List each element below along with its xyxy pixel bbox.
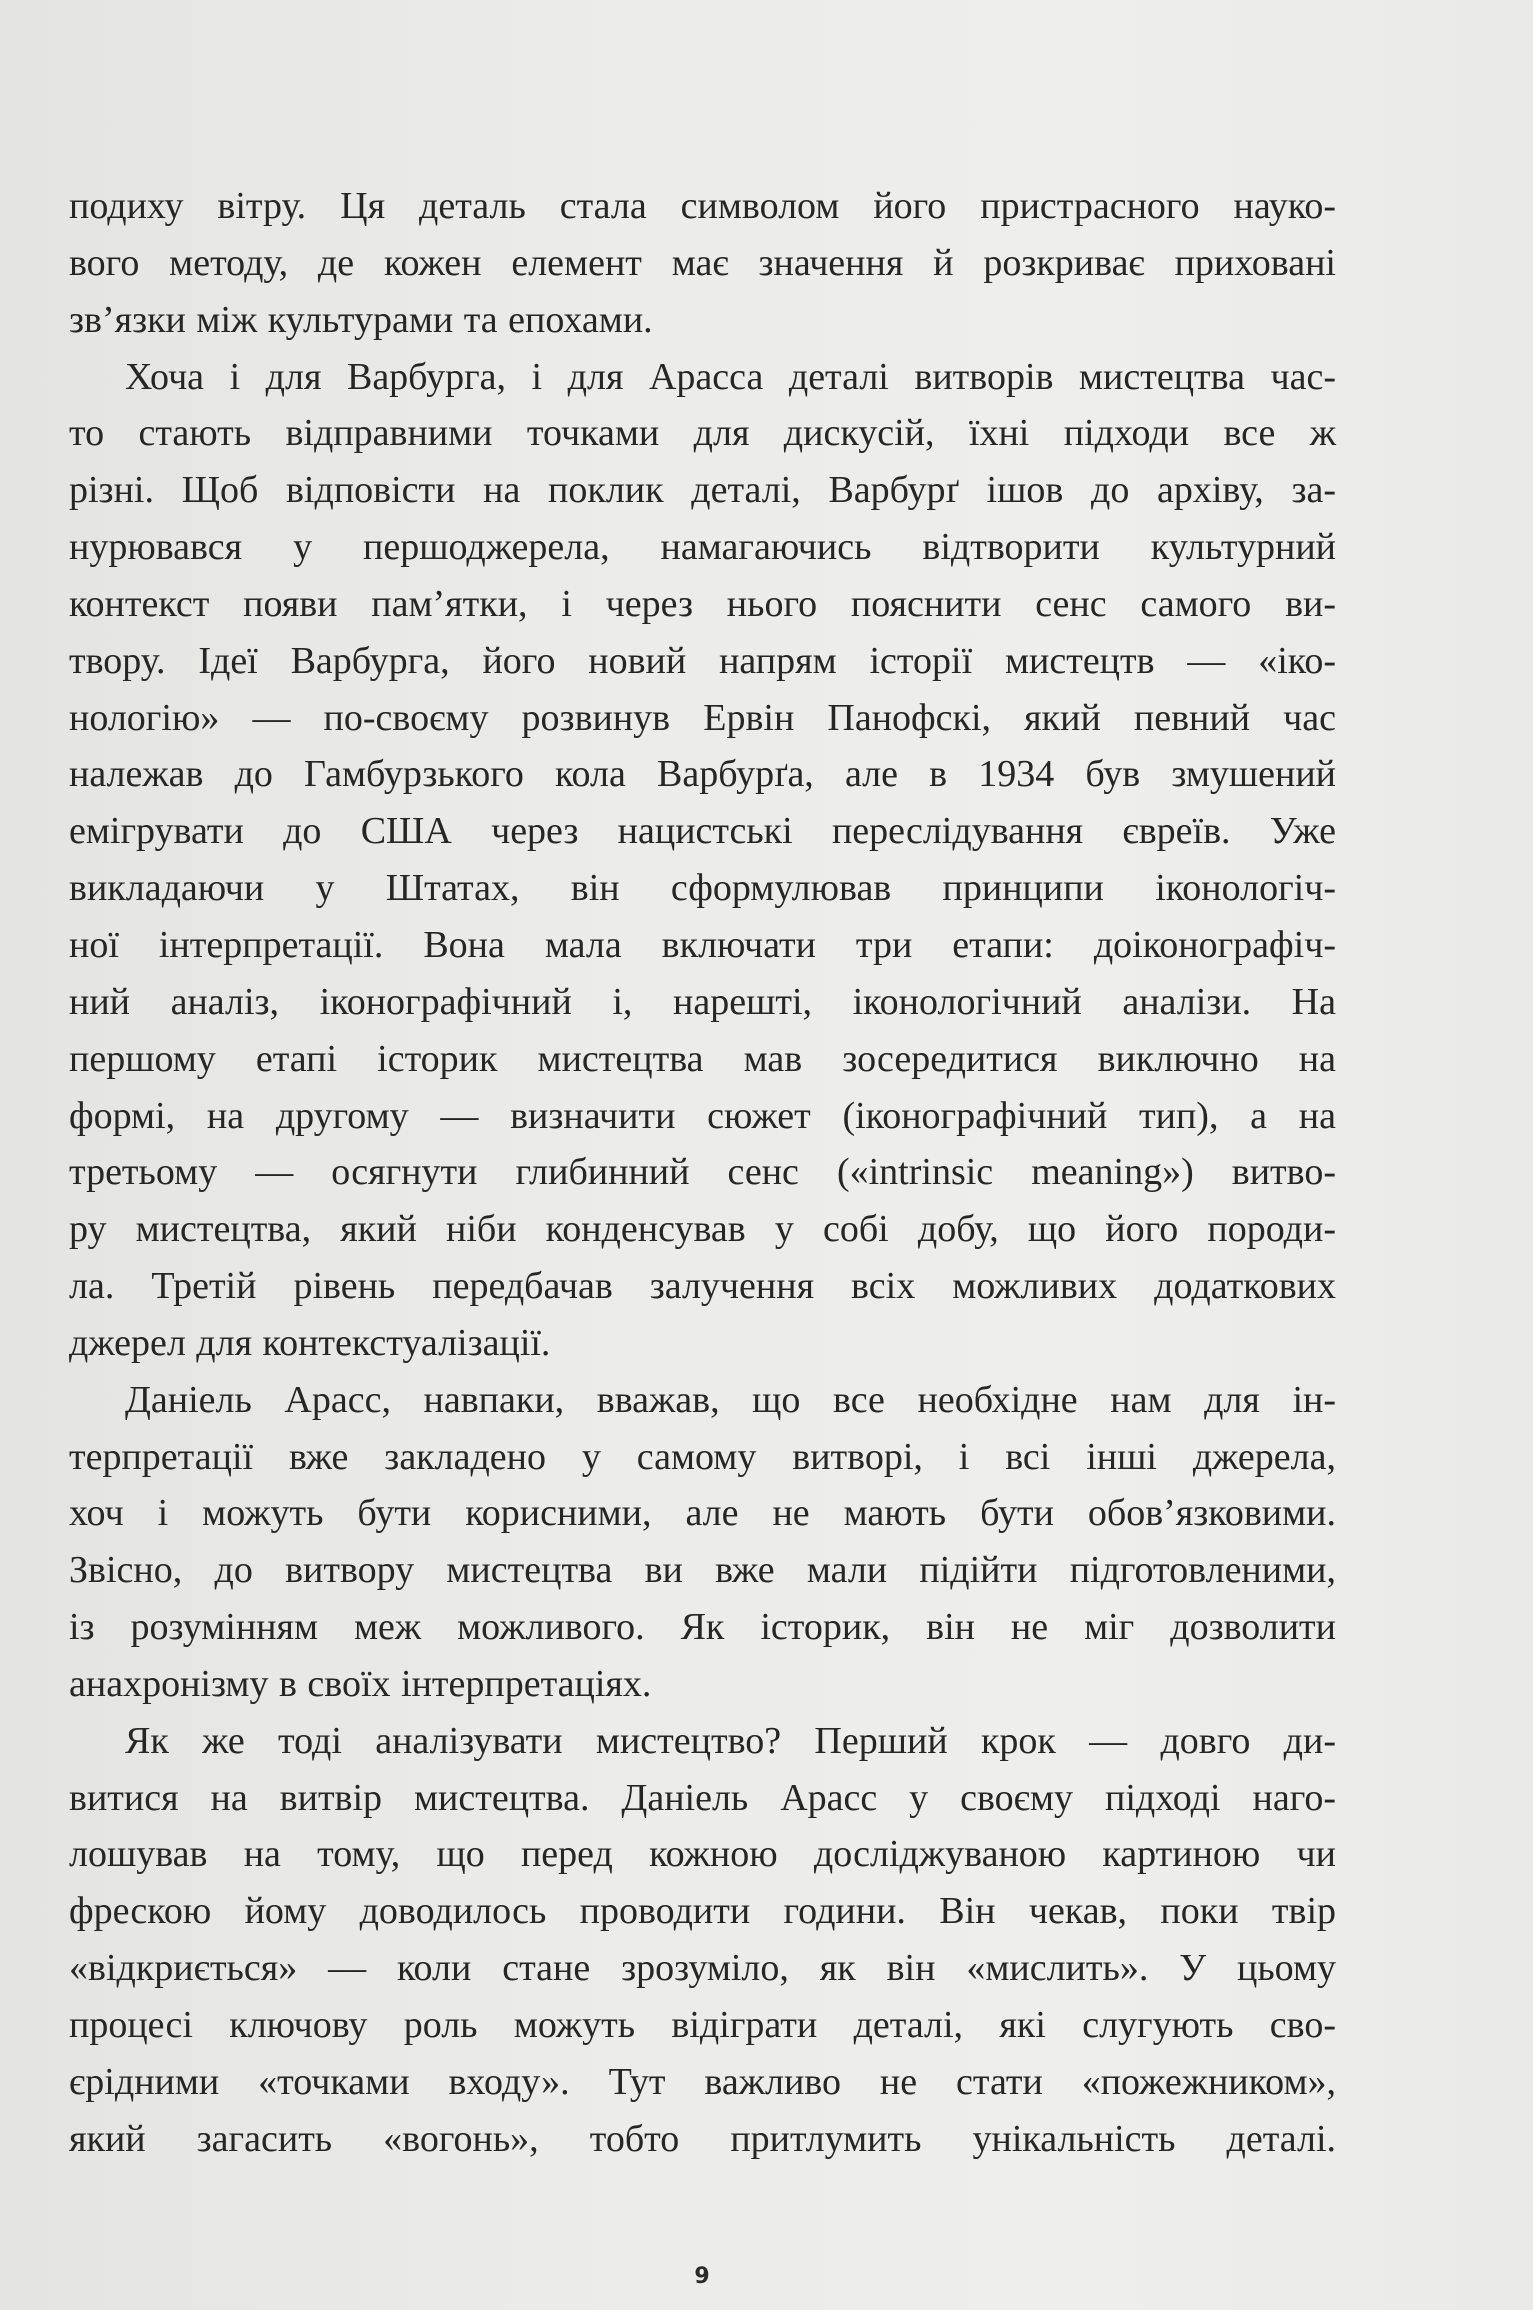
paragraph-4: [69, 1713, 1336, 2168]
text-line: ру мистецтва, який ніби конденсував у собі добу, що його породи-: [69, 1208, 1336, 1251]
text-line: ний аналіз, іконографічний і, нарешті, іконологічний аналізи. На: [69, 980, 1336, 1023]
body-text: [69, 178, 1336, 2168]
text-line: лошував на тому, що перед кожною досліджуваною картиною чи: [69, 1833, 1336, 1876]
text-line: ла. Третій рівень передбачав залучення всіх можливих додаткових: [69, 1265, 1336, 1308]
text-line: витися на витвір мистецтва. Даніель Арасс у своєму підході наго-: [69, 1776, 1336, 1819]
text-line: належав до Гамбурзького кола Варбурґа, але в 1934 був змушений: [69, 753, 1336, 796]
text-line: різні. Щоб відповісти на поклик деталі, Варбурґ ішов до архіву, за-: [69, 469, 1336, 512]
paragraph-3: [69, 1372, 1336, 1713]
text-line: із розумінням меж можливого. Як історик, він не міг дозволити: [69, 1606, 1336, 1649]
text-line: хоч і можуть бути корисними, але не мають бути обов’язковими.: [69, 1492, 1336, 1535]
text-line: нологію» — по-своєму розвинув Ервін Панофскі, який певний час: [69, 696, 1336, 739]
text-line: контекст появи пам’ятки, і через нього пояснити сенс самого ви-: [69, 582, 1336, 625]
text-line: твору. Ідеї Варбурга, його новий напрям історії мистецтв — «іко-: [69, 639, 1336, 682]
page-number: 9: [694, 2264, 710, 2289]
text-line: третьому — осягнути глибинний сенс («intrinsic meaning») витво-: [69, 1151, 1336, 1194]
text-line: терпретації вже закладено у самому витворі, і всі інші джерела,: [69, 1435, 1336, 1478]
text-line: емігрувати до США через нацистські переслідування євреїв. Уже: [69, 810, 1336, 853]
text-line: подиху вітру. Ця деталь стала символом його пристрасного науко-: [69, 185, 1336, 227]
text-line: викладаючи у Штатах, він сформулював принципи іконологіч-: [69, 867, 1336, 910]
text-line: то стають відправними точками для дискусій, їхні підходи все ж: [69, 412, 1336, 455]
paragraph-2: [69, 349, 1336, 1372]
text-line: єрідними «точками входу». Тут важливо не стати «пожежником»,: [69, 2060, 1336, 2103]
paragraph-1: [69, 178, 1336, 349]
text-line: Хоча і для Варбурга, і для Арасса деталі витворів мистецтва час-: [125, 355, 1336, 398]
text-line: Як же тоді аналізувати мистецтво? Перший крок — довго ди-: [125, 1719, 1336, 1762]
text-line: ної інтерпретації. Вона мала включати три етапи: доіконографіч-: [69, 923, 1336, 966]
text-line: процесі ключову роль можуть відіграти деталі, які слугують сво-: [69, 2004, 1336, 2046]
text-line: фрескою йому доводилось проводити години. Він чекав, поки твір: [69, 1890, 1336, 1933]
text-line: зв’язки між культурами та епохами.: [69, 298, 653, 341]
text-line: першому етапі історик мистецтва мав зосередитися виключно на: [69, 1037, 1336, 1080]
text-line: який загасить «вогонь», тобто притлумить унікальність деталі.: [69, 2117, 1336, 2160]
text-line: джерел для контекстуалізації.: [69, 1321, 551, 1364]
text-line: Даніель Арасс, навпаки, вважав, що все необхідне нам для ін-: [125, 1378, 1336, 1421]
text-line: «відкриється» — коли стане зрозуміло, як він «мислить». У цьому: [69, 1947, 1336, 1990]
text-line: Звісно, до витвору мистецтва ви вже мали підійти підготовленими,: [69, 1549, 1336, 1592]
text-line: вого методу, де кожен елемент має значення й розкриває приховані: [69, 241, 1336, 284]
text-line: нурювався у першоджерела, намагаючись відтворити культурний: [69, 526, 1336, 569]
text-line: формі, на другому — визначити сюжет (іконографічний тип), а на: [69, 1094, 1336, 1137]
text-line: анахронізму в своїх інтерпретаціях.: [69, 1662, 652, 1705]
